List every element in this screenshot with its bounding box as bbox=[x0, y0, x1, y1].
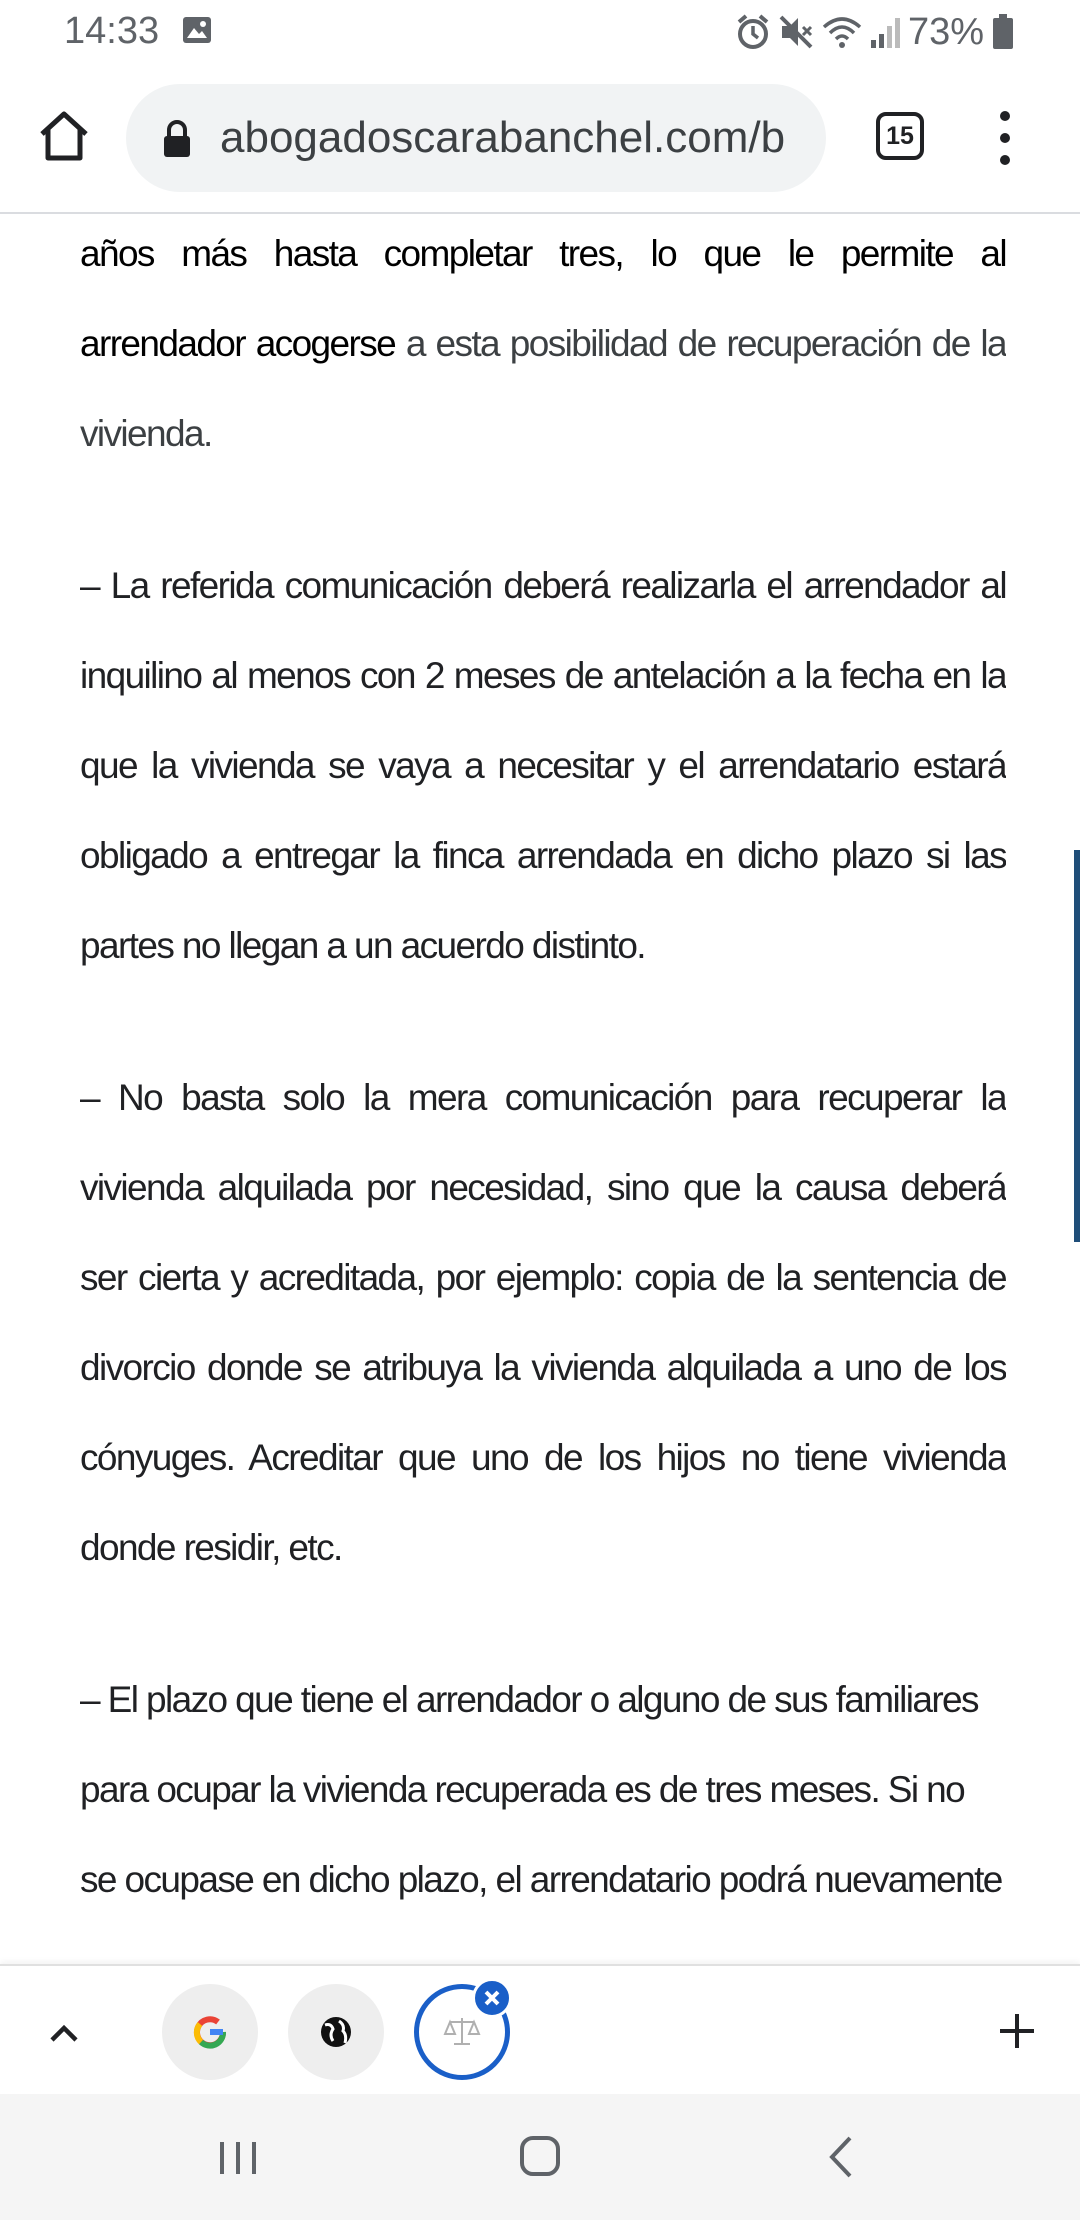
back-icon[interactable] bbox=[826, 2134, 856, 2180]
globe-icon bbox=[319, 2015, 353, 2049]
system-home-icon[interactable] bbox=[518, 2134, 562, 2178]
article-content bbox=[80, 212, 1006, 1964]
chevron-up-icon[interactable] bbox=[44, 2012, 84, 2052]
tab-count: 15 bbox=[886, 121, 914, 150]
new-tab-icon[interactable] bbox=[996, 2010, 1038, 2052]
status-time: 14:33 bbox=[64, 10, 160, 52]
paragraph-3: – No basta solo la mera comunicación para recuperar la vivienda alquilada por necesidad, sino que la causa deberá ser cierta y acreditada, por ejemplo: copia de la sentencia de divorcio donde se atribuya la vivienda alquilada a uno de los cónyuges. Acreditar que uno de los hijos no tiene vivienda donde residir, etc. bbox=[80, 1077, 1006, 1568]
gallery-icon bbox=[182, 16, 212, 44]
google-icon bbox=[193, 2015, 227, 2049]
address-bar[interactable] bbox=[126, 84, 826, 192]
home-icon[interactable] bbox=[34, 106, 94, 166]
tab-switcher-button[interactable] bbox=[876, 112, 924, 160]
scroll-indicator[interactable] bbox=[1074, 850, 1080, 1242]
wifi-icon bbox=[822, 15, 862, 49]
recent-apps-icon[interactable] bbox=[216, 2138, 260, 2178]
paragraph-1-lead: años más hasta completar tres, lo que le permite al arrendador acogerse bbox=[80, 233, 1006, 364]
paragraph-2: – La referida comunicación deberá realizarla el arrendador al inquilino al menos con 2 meses de antelación a la fecha en la que la vivienda se vaya a necesitar y el arrendatario estará obligado a entregar la finca arrendada en dicho plazo si las partes no llegan a un acuerdo distinto. bbox=[80, 565, 1006, 966]
tab-strip bbox=[0, 1964, 1080, 2096]
battery-percent: 73% bbox=[907, 10, 984, 53]
battery-icon bbox=[992, 14, 1014, 50]
tab-globe[interactable] bbox=[288, 1984, 384, 2080]
tab-google[interactable] bbox=[162, 1984, 258, 2080]
signal-icon bbox=[870, 16, 900, 48]
status-bar bbox=[0, 0, 1080, 64]
paragraph-1 bbox=[80, 212, 1006, 479]
scales-icon bbox=[442, 2012, 482, 2052]
close-icon bbox=[475, 1981, 509, 2015]
status-icons bbox=[736, 10, 1014, 54]
system-nav-bar bbox=[0, 2094, 1080, 2220]
paragraph-4: – El plazo que tiene el arrendador o alguno de sus familiares para ocupar la vivienda recuperada es de tres meses. Si no se ocupase en dicho plazo, el arrendatario podrá nuevamente bbox=[80, 1679, 1002, 1900]
url-text: abogadoscarabanchel.com/b bbox=[220, 113, 786, 162]
mute-icon bbox=[778, 14, 814, 50]
browser-toolbar bbox=[0, 64, 1080, 214]
lock-icon bbox=[162, 120, 192, 158]
more-menu-icon[interactable] bbox=[990, 106, 1020, 170]
close-tab-button[interactable] bbox=[472, 1978, 512, 2018]
alarm-icon bbox=[736, 14, 770, 50]
paragraph-1-rest: a esta posibilidad de recuperación de la vivienda. bbox=[80, 323, 1006, 454]
